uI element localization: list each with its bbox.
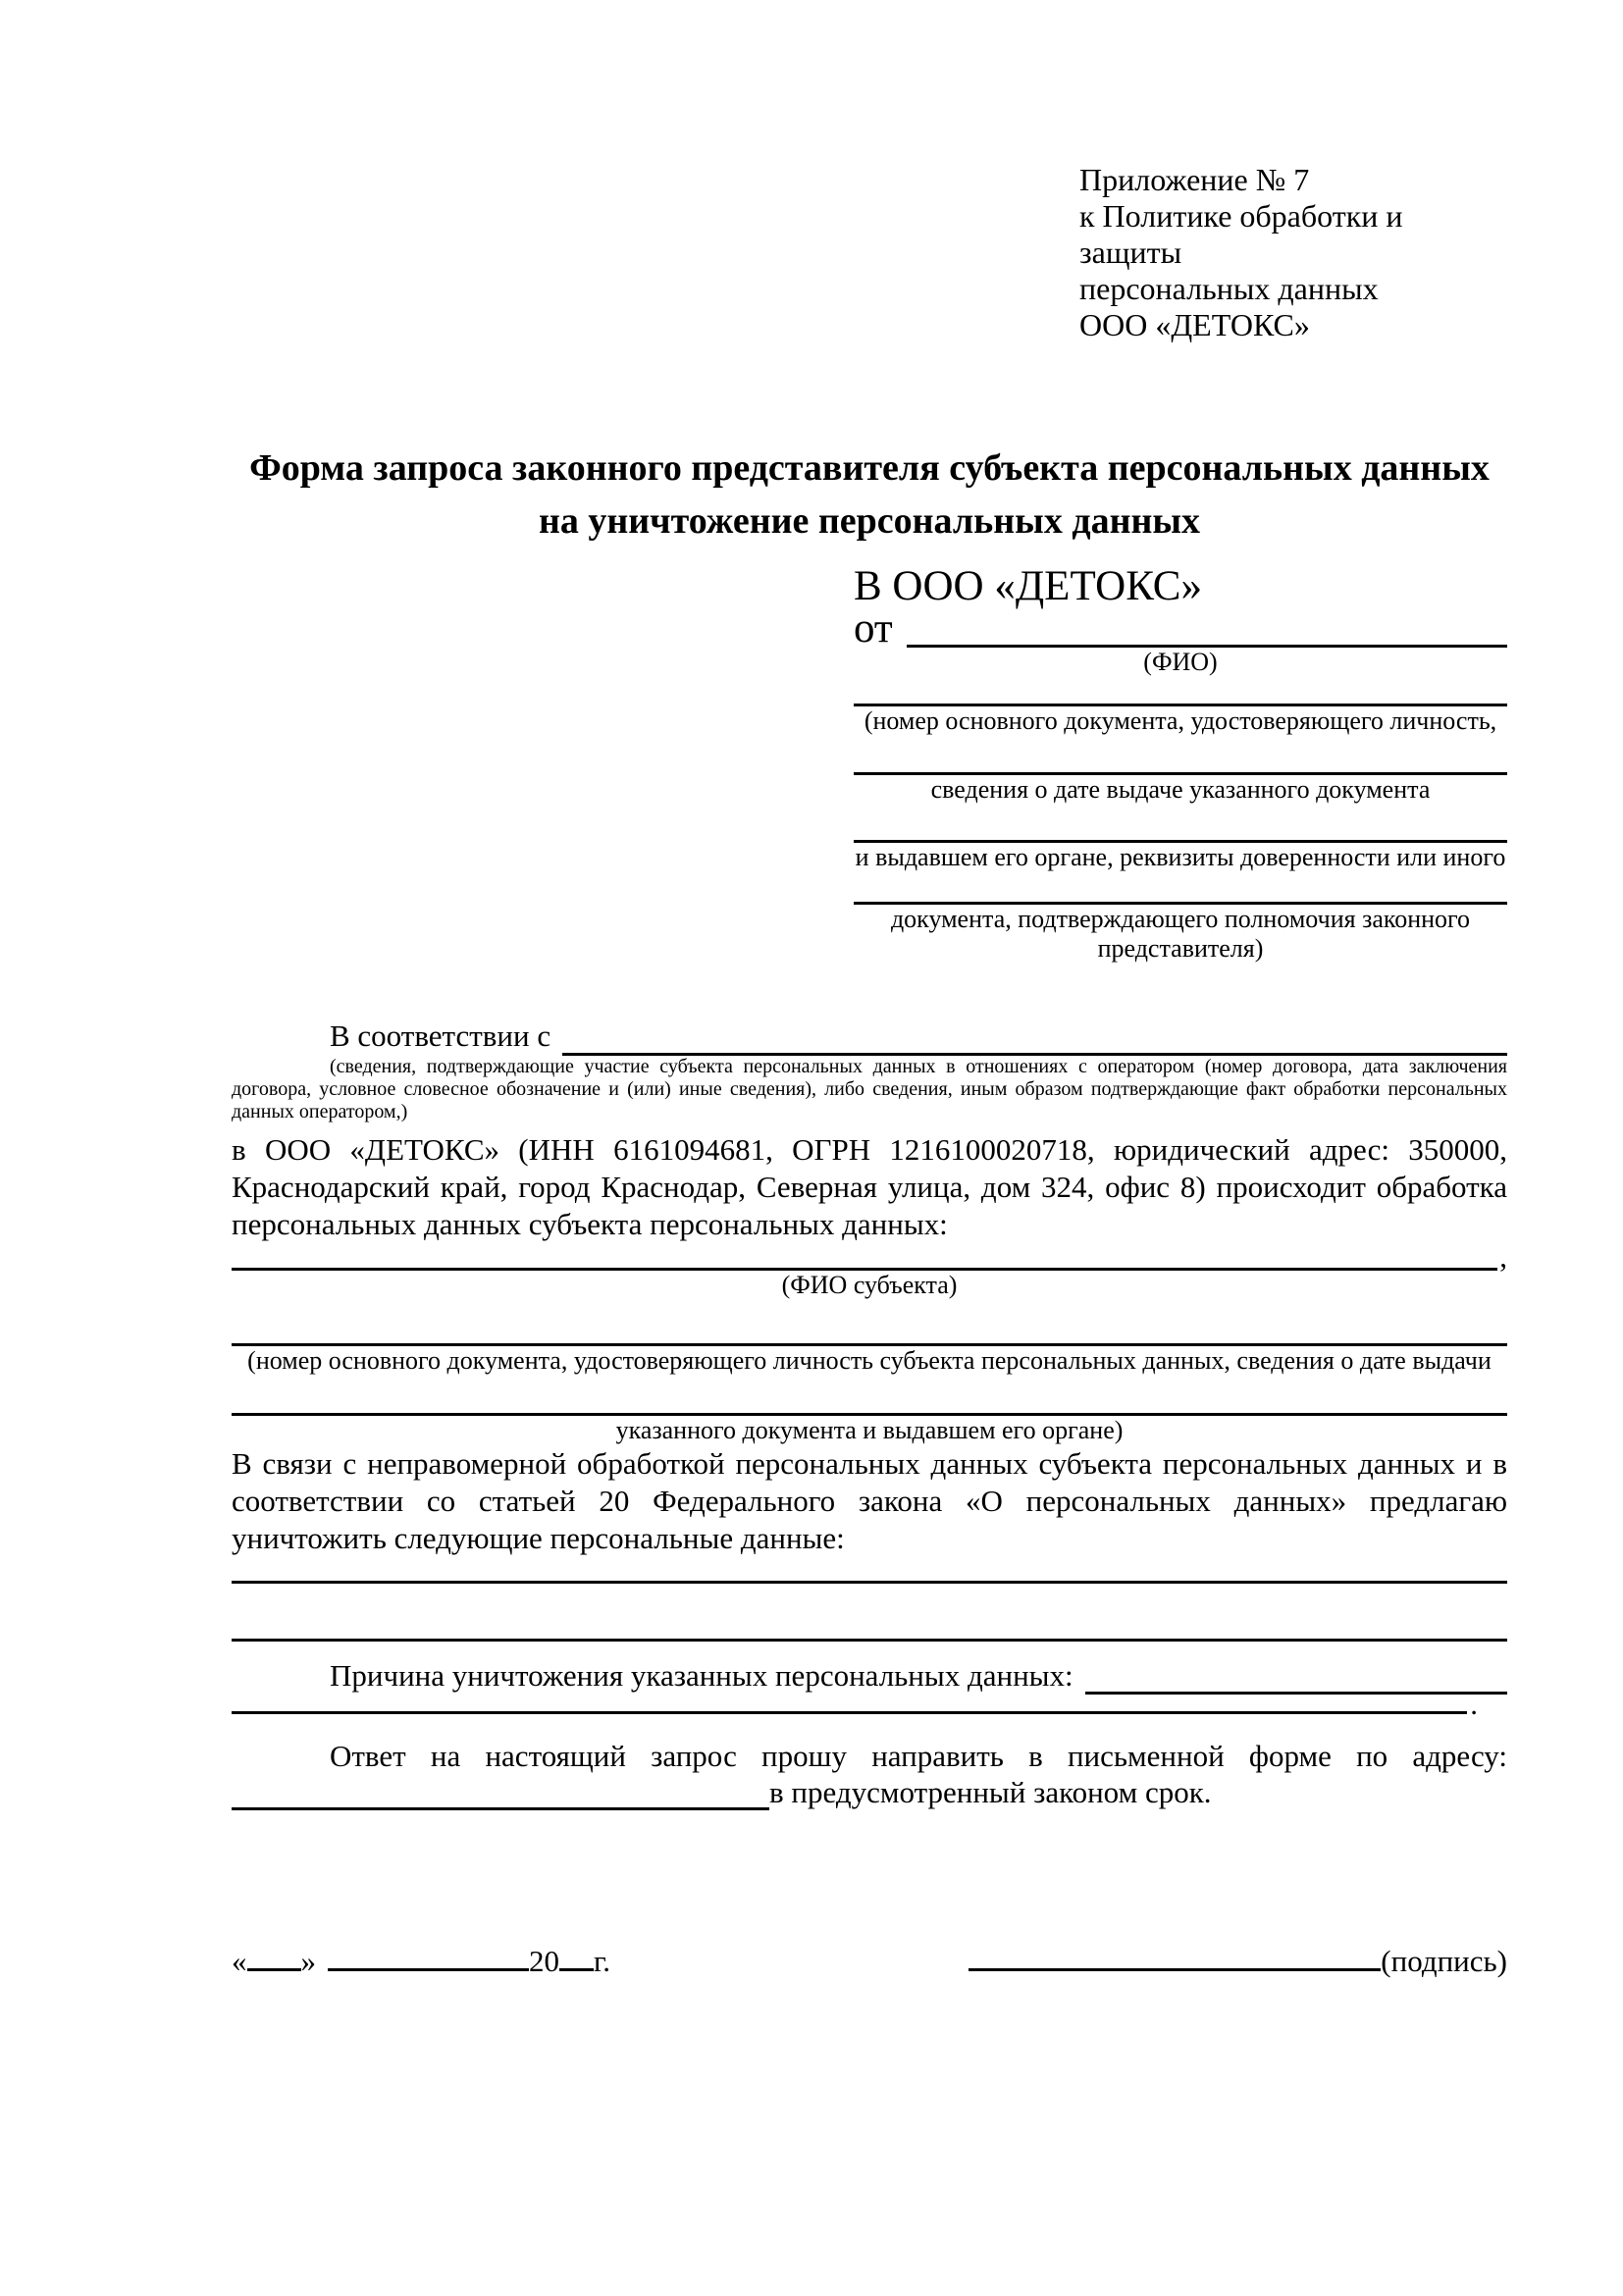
signature-footer xyxy=(232,1942,1507,1981)
document-title-line: Форма запроса законного представителя субъекта персональных данных xyxy=(249,447,1490,489)
signature-caption: (подпись) xyxy=(1381,1944,1507,1978)
close-quote: » xyxy=(300,1944,316,1978)
field-caption-subject-fio: (ФИО субъекта) xyxy=(781,1271,958,1299)
reason-fill-in-line-2[interactable] xyxy=(232,1695,1467,1714)
accordance-fill-in-line[interactable] xyxy=(562,1017,1507,1056)
document-title-line: на уничтожение персональных данных xyxy=(538,500,1201,542)
fill-in-line-subject-doc-2[interactable] xyxy=(232,1376,1507,1416)
signature-fill-in-line[interactable] xyxy=(969,1960,1381,1971)
subject-fio-row xyxy=(232,1239,1507,1274)
accordance-row xyxy=(232,1017,1507,1056)
fill-in-line-representative-doc-1[interactable] xyxy=(854,677,1507,706)
accordance-footnote: (сведения, подтверждающие участие субъекта персональных данных в отношениях с оператором (номер договора, дата заключения договора, условное словесное обозначение и (или) иные сведения), либо сведения, иным образом подтверждающие факт обработки персональных данных оператором,) xyxy=(232,1056,1507,1122)
subject-fio-fill-in-line[interactable] xyxy=(232,1243,1497,1271)
demand-paragraph: В связи с неправомерной обработкой персональных данных субъекта персональных данных и в соответствии со статьей 20 Федерального закона «О персональных данных» предлагаю уничтожить следующие персональные данные: xyxy=(232,1446,1507,1555)
field-caption: документа, подтверждающего полномочия законного представителя) xyxy=(890,905,1471,963)
appendix-header xyxy=(1079,162,1507,343)
fill-in-line-data-to-destroy-1[interactable] xyxy=(232,1557,1507,1584)
appendix-header-line: к Политике обработки и защиты xyxy=(1079,198,1403,270)
document-title xyxy=(232,442,1507,548)
signature-group xyxy=(969,1942,1507,1981)
from-label: от xyxy=(854,605,893,652)
reason-continued-row xyxy=(232,1687,1478,1721)
reason-period: . xyxy=(1470,1687,1478,1721)
date-group xyxy=(232,1942,610,1981)
fill-in-line-representative-doc-2[interactable] xyxy=(854,736,1507,775)
fill-in-line-data-to-destroy-2[interactable] xyxy=(232,1584,1507,1642)
addressee-to: В ООО «ДЕТОКС» xyxy=(854,563,1202,609)
month-fill-in-line[interactable] xyxy=(328,1960,529,1971)
addressee-block xyxy=(854,563,1507,964)
reason-fill-in-line[interactable] xyxy=(1085,1657,1507,1695)
year-prefix: 20 xyxy=(529,1944,559,1978)
fill-in-line-representative-doc-3[interactable] xyxy=(854,805,1507,843)
field-caption: сведения о дате выдаче указанного документа xyxy=(930,775,1431,804)
field-caption-subject-doc: (номер основного документа, удостоверяющего личность субъекта персональных данных, сведения о дате выдачи xyxy=(247,1346,1492,1375)
open-quote: « xyxy=(232,1944,247,1978)
field-caption: (номер основного документа, удостоверяющего личность, xyxy=(864,706,1497,735)
appendix-header-line: персональных данных xyxy=(1079,271,1379,306)
response-tail-text: в предусмотренный законом срок. xyxy=(769,1775,1212,1809)
field-caption-fio: (ФИО) xyxy=(1143,648,1218,676)
year-fill-in-line[interactable] xyxy=(559,1960,594,1971)
reason-row xyxy=(232,1657,1507,1695)
field-caption-subject-doc: указанного документа и выдавшем его органе) xyxy=(615,1416,1124,1444)
from-fill-in-line[interactable] xyxy=(907,610,1507,648)
year-suffix: г. xyxy=(594,1944,610,1978)
appendix-header-line: ООО «ДЕТОКС» xyxy=(1079,307,1310,342)
accordance-label: В соответствии с xyxy=(330,1018,551,1053)
from-row xyxy=(854,605,1507,652)
fill-in-line-subject-doc-1[interactable] xyxy=(232,1300,1507,1346)
response-address-row xyxy=(232,1775,1507,1810)
reason-label: Причина уничтожения указанных персональных данных: xyxy=(330,1658,1073,1693)
subject-fio-comma: , xyxy=(1499,1239,1507,1274)
operator-paragraph: в ООО «ДЕТОКС» (ИНН 6161094681, ОГРН 1216100020718, юридический адрес: 350000, Краснодарский край, город Краснодар, Северная улица, дом 324, офис 8) происходит обработка персональных данных субъекта персональных данных: xyxy=(232,1132,1507,1241)
field-caption: и выдавшем его органе, реквизиты доверенности или иного xyxy=(855,843,1506,871)
response-paragraph: Ответ на настоящий запрос прошу направить в письменной форме по адресу: xyxy=(330,1739,1507,1773)
appendix-header-line: Приложение № 7 xyxy=(1079,162,1310,197)
day-fill-in-line[interactable] xyxy=(247,1960,301,1971)
fill-in-line-representative-doc-4[interactable] xyxy=(854,872,1507,905)
address-fill-in-line[interactable] xyxy=(232,1775,769,1810)
